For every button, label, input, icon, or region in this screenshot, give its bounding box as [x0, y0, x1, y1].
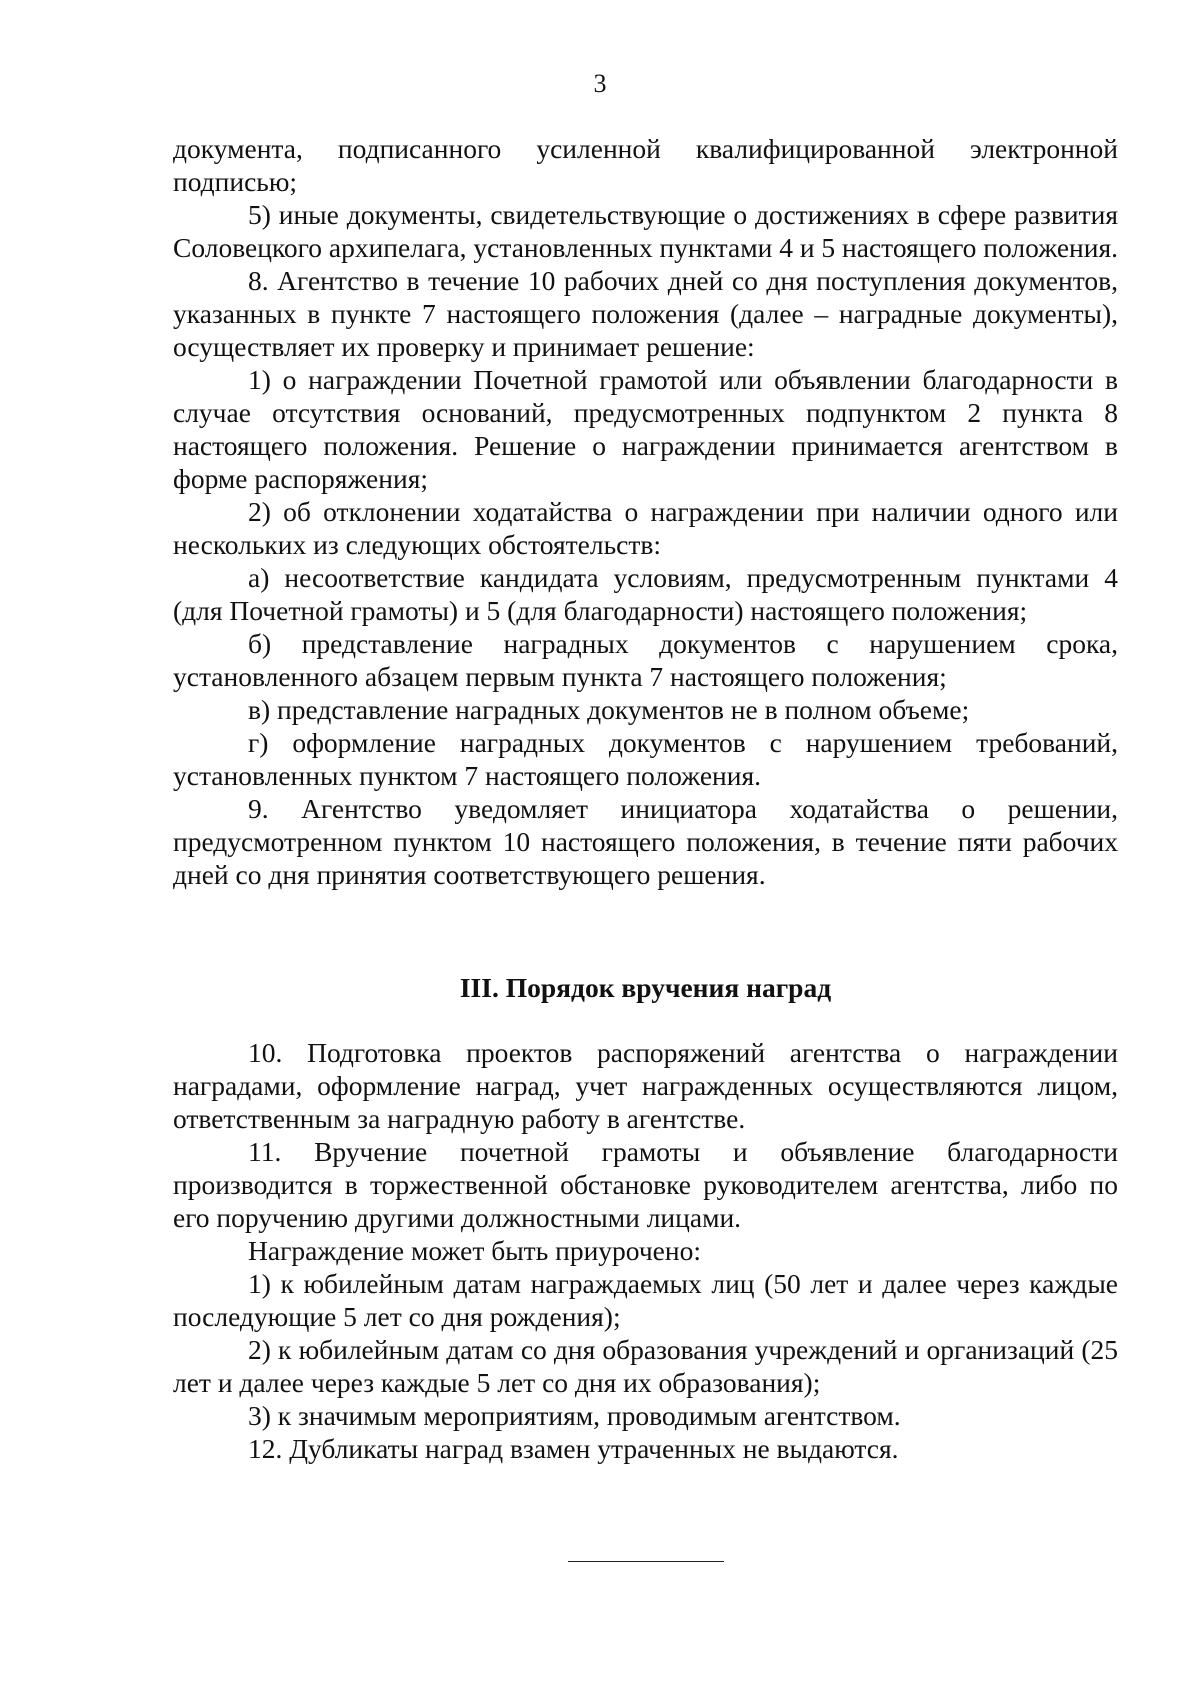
list-item: 2) к юбилейным датам со дня образования учреждений и организаций (25 лет и далее через каждые 5 лет со дня их образования); [173, 1334, 1118, 1398]
clause-8: 8. Агентство в течение 10 рабочих дней со дня поступления документов, указанных в пункте 7 настоящего положения (далее – наградные документы), осуществляет их проверку и принимает решение: [173, 265, 1118, 362]
list-item: 3) к значимым мероприятиям, проводимым агентством. [248, 1400, 901, 1431]
document-body [173, 132, 1118, 1465]
clause-12: 12. Дубликаты наград взамен утраченных не выдаются. [248, 1433, 899, 1464]
list-item: г) оформление наградных документов с нарушением требований, установленных пунктом 7 настоящего положения. [173, 727, 1118, 791]
paragraph: Награждение может быть приурочено: [248, 1235, 701, 1266]
clause-9: 9. Агентство уведомляет инициатора ходатайства о решении, предусмотренном пунктом 10 настоящего положения, в течение пяти рабочих дней со дня принятия соответствующего решения. [173, 793, 1118, 890]
section-heading: III. Порядок вручения наград [459, 972, 832, 1003]
list-item: 1) о награждении Почетной грамотой или объявлении благодарности в случае отсутствия оснований, предусмотренных подпунктом 2 пункта 8 настоящего положения. Решение о награждении принимается агентством в форме распоряжения; [173, 364, 1118, 494]
list-item: в) представление наградных документов не в полном объеме; [248, 694, 970, 725]
list-item: 1) к юбилейным датам награждаемых лиц (50 лет и далее через каждые последующие 5 лет со дня рождения); [173, 1268, 1118, 1332]
paragraph-continuation: документа, подписанного усиленной квалифицированной электронной подписью; [173, 133, 1118, 197]
list-item: б) представление наградных документов с нарушением срока, установленного абзацем первым пункта 7 настоящего положения; [173, 628, 1118, 692]
list-item: 2) об отклонении ходатайства о награждении при наличии одного или нескольких из следующих обстоятельств: [173, 496, 1118, 560]
list-item: а) несоответствие кандидата условиям, предусмотренным пунктами 4 (для Почетной грамоты) и 5 (для благодарности) настоящего положения; [173, 562, 1118, 626]
end-divider [568, 1561, 724, 1562]
page-number: 3 [593, 69, 607, 98]
list-item: 5) иные документы, свидетельствующие о достижениях в сфере развития Соловецкого архипелага, установленных пунктами 4 и 5 настоящего положения. [173, 199, 1118, 263]
clause-11: 11. Вручение почетной грамоты и объявление благодарности производится в торжественной обстановке руководителем агентства, либо по его поручению другими должностными лицами. [173, 1136, 1118, 1233]
clause-10: 10. Подготовка проектов распоряжений агентства о награждении наградами, оформление наград, учет награжденных осуществляются лицом, ответственным за наградную работу в агентстве. [173, 1037, 1118, 1134]
